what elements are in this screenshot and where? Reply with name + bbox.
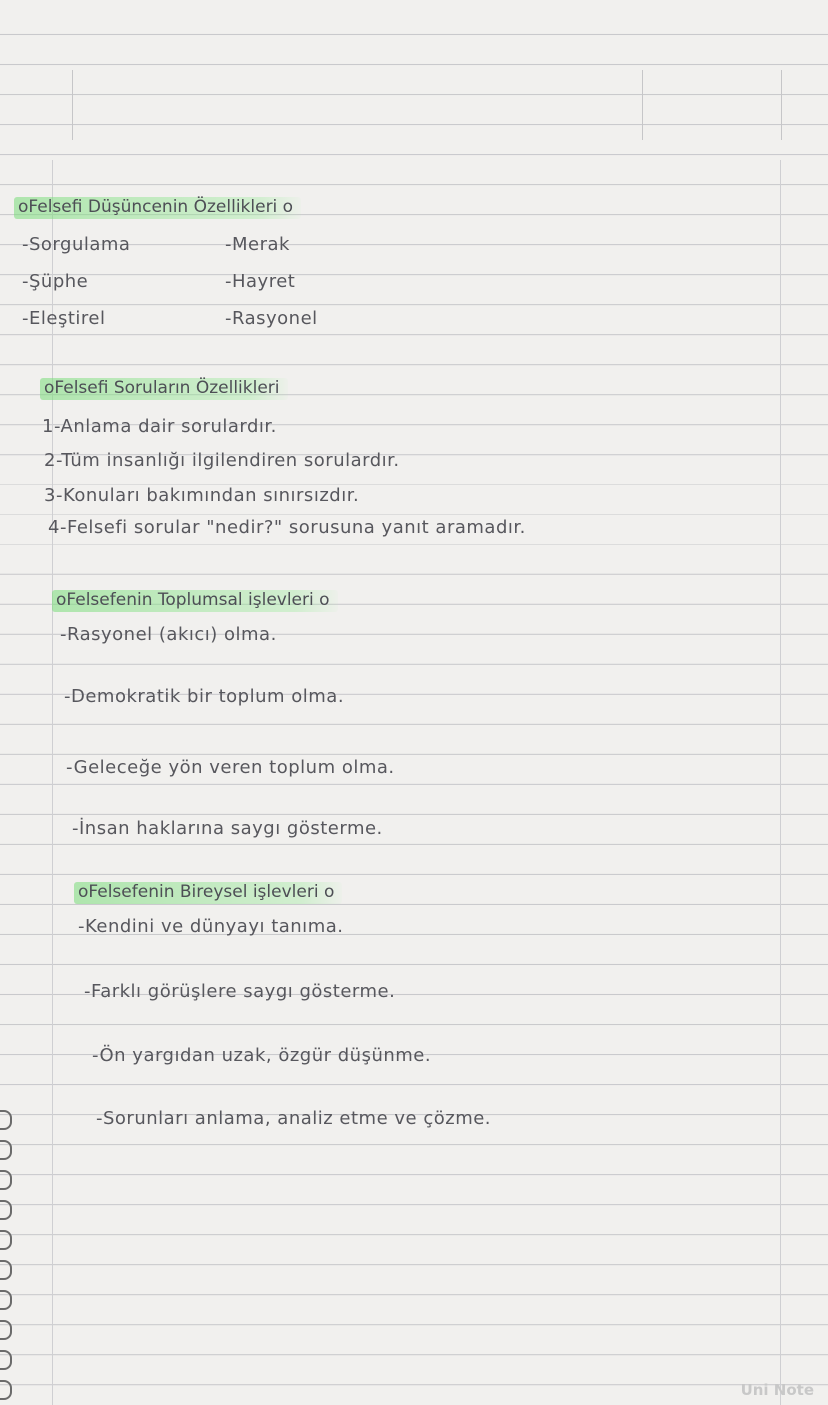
binding-ring (0, 1260, 12, 1280)
watermark-logo: Uni Note (740, 1381, 814, 1399)
binding-ring (0, 1320, 12, 1340)
binding-ring (0, 1380, 12, 1400)
section1-right-item: -Rasyonel (225, 308, 318, 329)
section3-item: -Geleceğe yön veren toplum olma. (66, 757, 395, 778)
section4-item: -Ön yargıdan uzak, özgür düşünme. (92, 1045, 432, 1066)
binding-ring (0, 1170, 12, 1190)
section3-item: -İnsan haklarına saygı gösterme. (72, 818, 383, 839)
section1-right-item: -Merak (225, 234, 290, 255)
section4-item: -Sorunları anlama, analiz etme ve çözme. (96, 1108, 492, 1129)
section1-heading: oFelsefi Düşüncenin Özellikleri o (14, 197, 301, 219)
section3-item: -Rasyonel (akıcı) olma. (60, 624, 277, 645)
header-divider (642, 70, 643, 140)
section4-item: -Kendini ve dünyayı tanıma. (78, 916, 344, 937)
binding-ring (0, 1350, 12, 1370)
binding-ring (0, 1140, 12, 1160)
section2-item: 4-Felsefi sorular "nedir?" sorusuna yanıt aramadır. (48, 517, 526, 538)
section3-item: -Demokratik bir toplum olma. (64, 686, 345, 707)
section1-right-item: -Hayret (225, 271, 296, 292)
section1-left-item: -Sorgulama (22, 234, 131, 255)
section4-item: -Farklı görüşlere saygı gösterme. (84, 981, 396, 1002)
section2-heading: oFelsefi Soruların Özellikleri (40, 378, 288, 400)
section2-item: 2-Tüm insanlığı ilgilendiren sorulardır. (44, 450, 400, 471)
section3-heading: oFelsefenin Toplumsal işlevleri o (52, 590, 338, 612)
section2-item: 1-Anlama dair sorulardır. (42, 416, 277, 437)
binding-ring (0, 1200, 12, 1220)
header-box (72, 70, 782, 140)
section1-left-item: -Şüphe (22, 271, 89, 292)
section1-left-item: -Eleştirel (22, 308, 106, 329)
section4-heading: oFelsefenin Bireysel işlevleri o (74, 882, 342, 904)
binding-ring (0, 1230, 12, 1250)
right-margin-line (780, 160, 781, 1405)
binding-ring (0, 1110, 12, 1130)
binding-ring (0, 1290, 12, 1310)
section2-item: 3-Konuları bakımından sınırsızdır. (44, 485, 360, 506)
margin-line (52, 160, 53, 1405)
